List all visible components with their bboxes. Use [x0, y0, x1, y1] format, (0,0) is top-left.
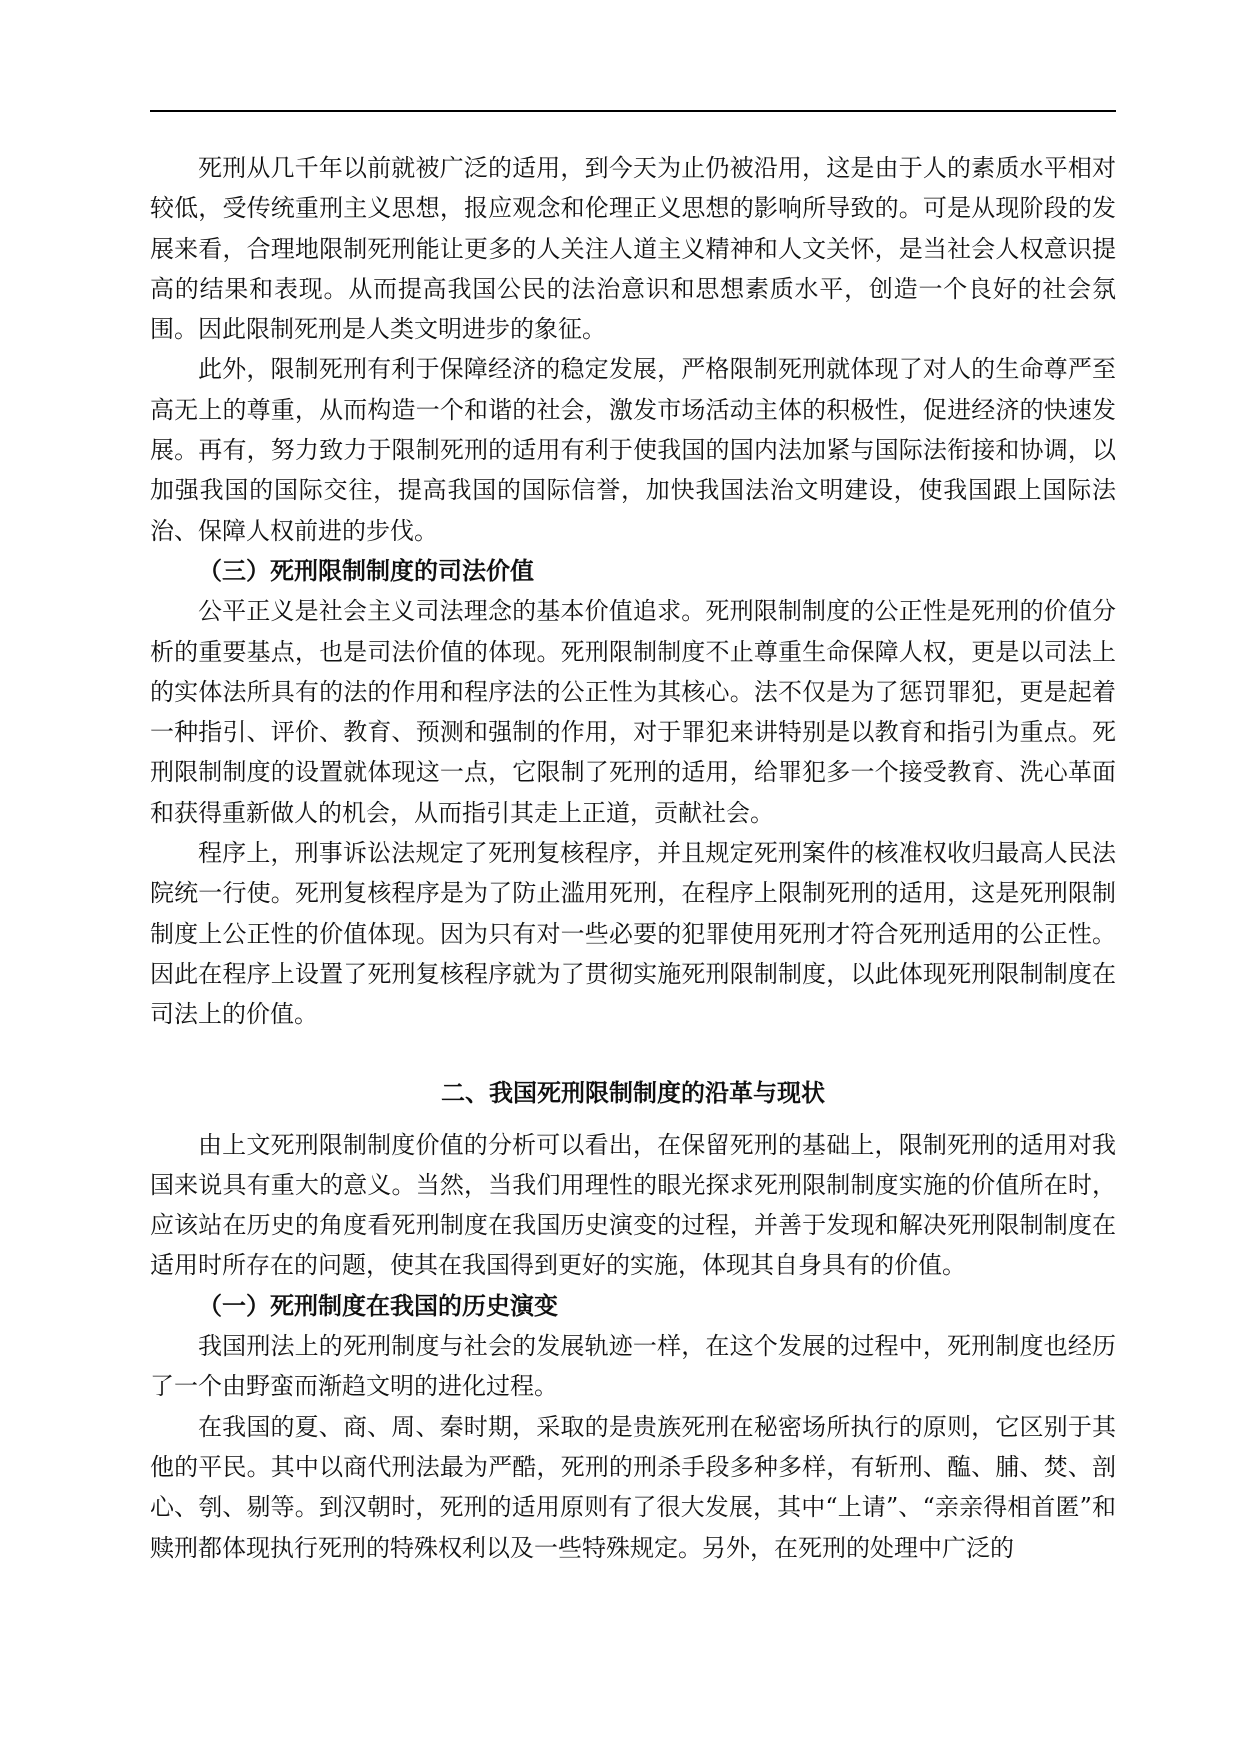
paragraph: 我国刑法上的死刑制度与社会的发展轨迹一样，在这个发展的过程中，死刑制度也经历了一个由野蛮而渐趋文明的进化过程。: [150, 1332, 1116, 1401]
paragraph: 此外，限制死刑有利于保障经济的稳定发展，严格限制死刑就体现了对人的生命尊严至高无上的尊重，从而构造一个和谐的社会，激发市场活动主体的积极性，促进经济的快速发展。再有，努力致力于限制死刑的适用有利于使我国的国内法加紧与国际法衔接和协调，以加强我国的国际交往，提高我国的国际信誉，加快我国法治文明建设，使我国跟上国际法治、保障人权前进的步伐。: [150, 355, 1116, 545]
paragraph: 公平正义是社会主义司法理念的基本价值追求。死刑限制制度的公正性是死刑的价值分析的重要基点，也是司法价值的体现。死刑限制制度不止尊重生命保障人权，更是以司法上的实体法所具有的法的作用和程序法的公正性为其核心。法不仅是为了惩罚罪犯，更是起着一种指引、评价、教育、预测和强制的作用，对于罪犯来讲特别是以教育和指引为重点。死刑限制制度的设置就体现这一点，它限制了死刑的适用，给罪犯多一个接受教育、洗心革面和获得重新做人的机会，从而指引其走上正道，贡献社会。: [150, 597, 1116, 827]
document-body: [150, 148, 1116, 1568]
subheading-historical-evolution: （一）死刑制度在我国的历史演变: [198, 1291, 558, 1320]
paragraph: 死刑从几千年以前就被广泛的适用，到今天为止仍被沿用，这是由于人的素质水平相对较低，受传统重刑主义思想，报应观念和伦理正义思想的影响所导致的。可是从现阶段的发展来看，合理地限制死刑能让更多的人关注人道主义精神和人文关怀，是当社会人权意识提高的结果和表现。从而提高我国公民的法治意识和思想素质水平，创造一个良好的社会氛围。因此限制死刑是人类文明进步的象征。: [150, 154, 1116, 344]
paragraph: 由上文死刑限制制度价值的分析可以看出，在保留死刑的基础上，限制死刑的适用对我国来说具有重大的意义。当然，当我们用理性的眼光探求死刑限制制度实施的价值所在时，应该站在历史的角度看死刑制度在我国历史演变的过程，并善于发现和解决死刑限制制度在适用时所存在的问题，使其在我国得到更好的实施，体现其自身具有的价值。: [150, 1130, 1116, 1280]
paragraph: 在我国的夏、商、周、秦时期，采取的是贵族死刑在秘密场所执行的原则，它区别于其他的平民。其中以商代刑法最为严酷，死刑的刑杀手段多种多样，有斩刑、醢、脯、焚、剖心、刳、剔等。到汉朝时，死刑的适用原则有了很大发展，其中“上请”、“亲亲得相首匿”和赎刑都体现执行死刑的特殊权利以及一些特殊规定。另外，在死刑的处理中广泛的: [150, 1412, 1116, 1562]
header-rule: [150, 110, 1116, 112]
section-heading: 二、我国死刑限制制度的沿革与现状: [441, 1078, 825, 1107]
subheading-judicial-value: （三）死刑限制制度的司法价值: [198, 556, 534, 585]
paragraph: 程序上，刑事诉讼法规定了死刑复核程序，并且规定死刑案件的核准权收归最高人民法院统一行使。死刑复核程序是为了防止滥用死刑，在程序上限制死刑的适用，这是死刑限制制度上公正性的价值体现。因为只有对一些必要的犯罪使用死刑才符合死刑适用的公正性。因此在程序上设置了死刑复核程序就为了贯彻实施死刑限制制度，以此体现死刑限制制度在司法上的价值。: [150, 839, 1116, 1029]
